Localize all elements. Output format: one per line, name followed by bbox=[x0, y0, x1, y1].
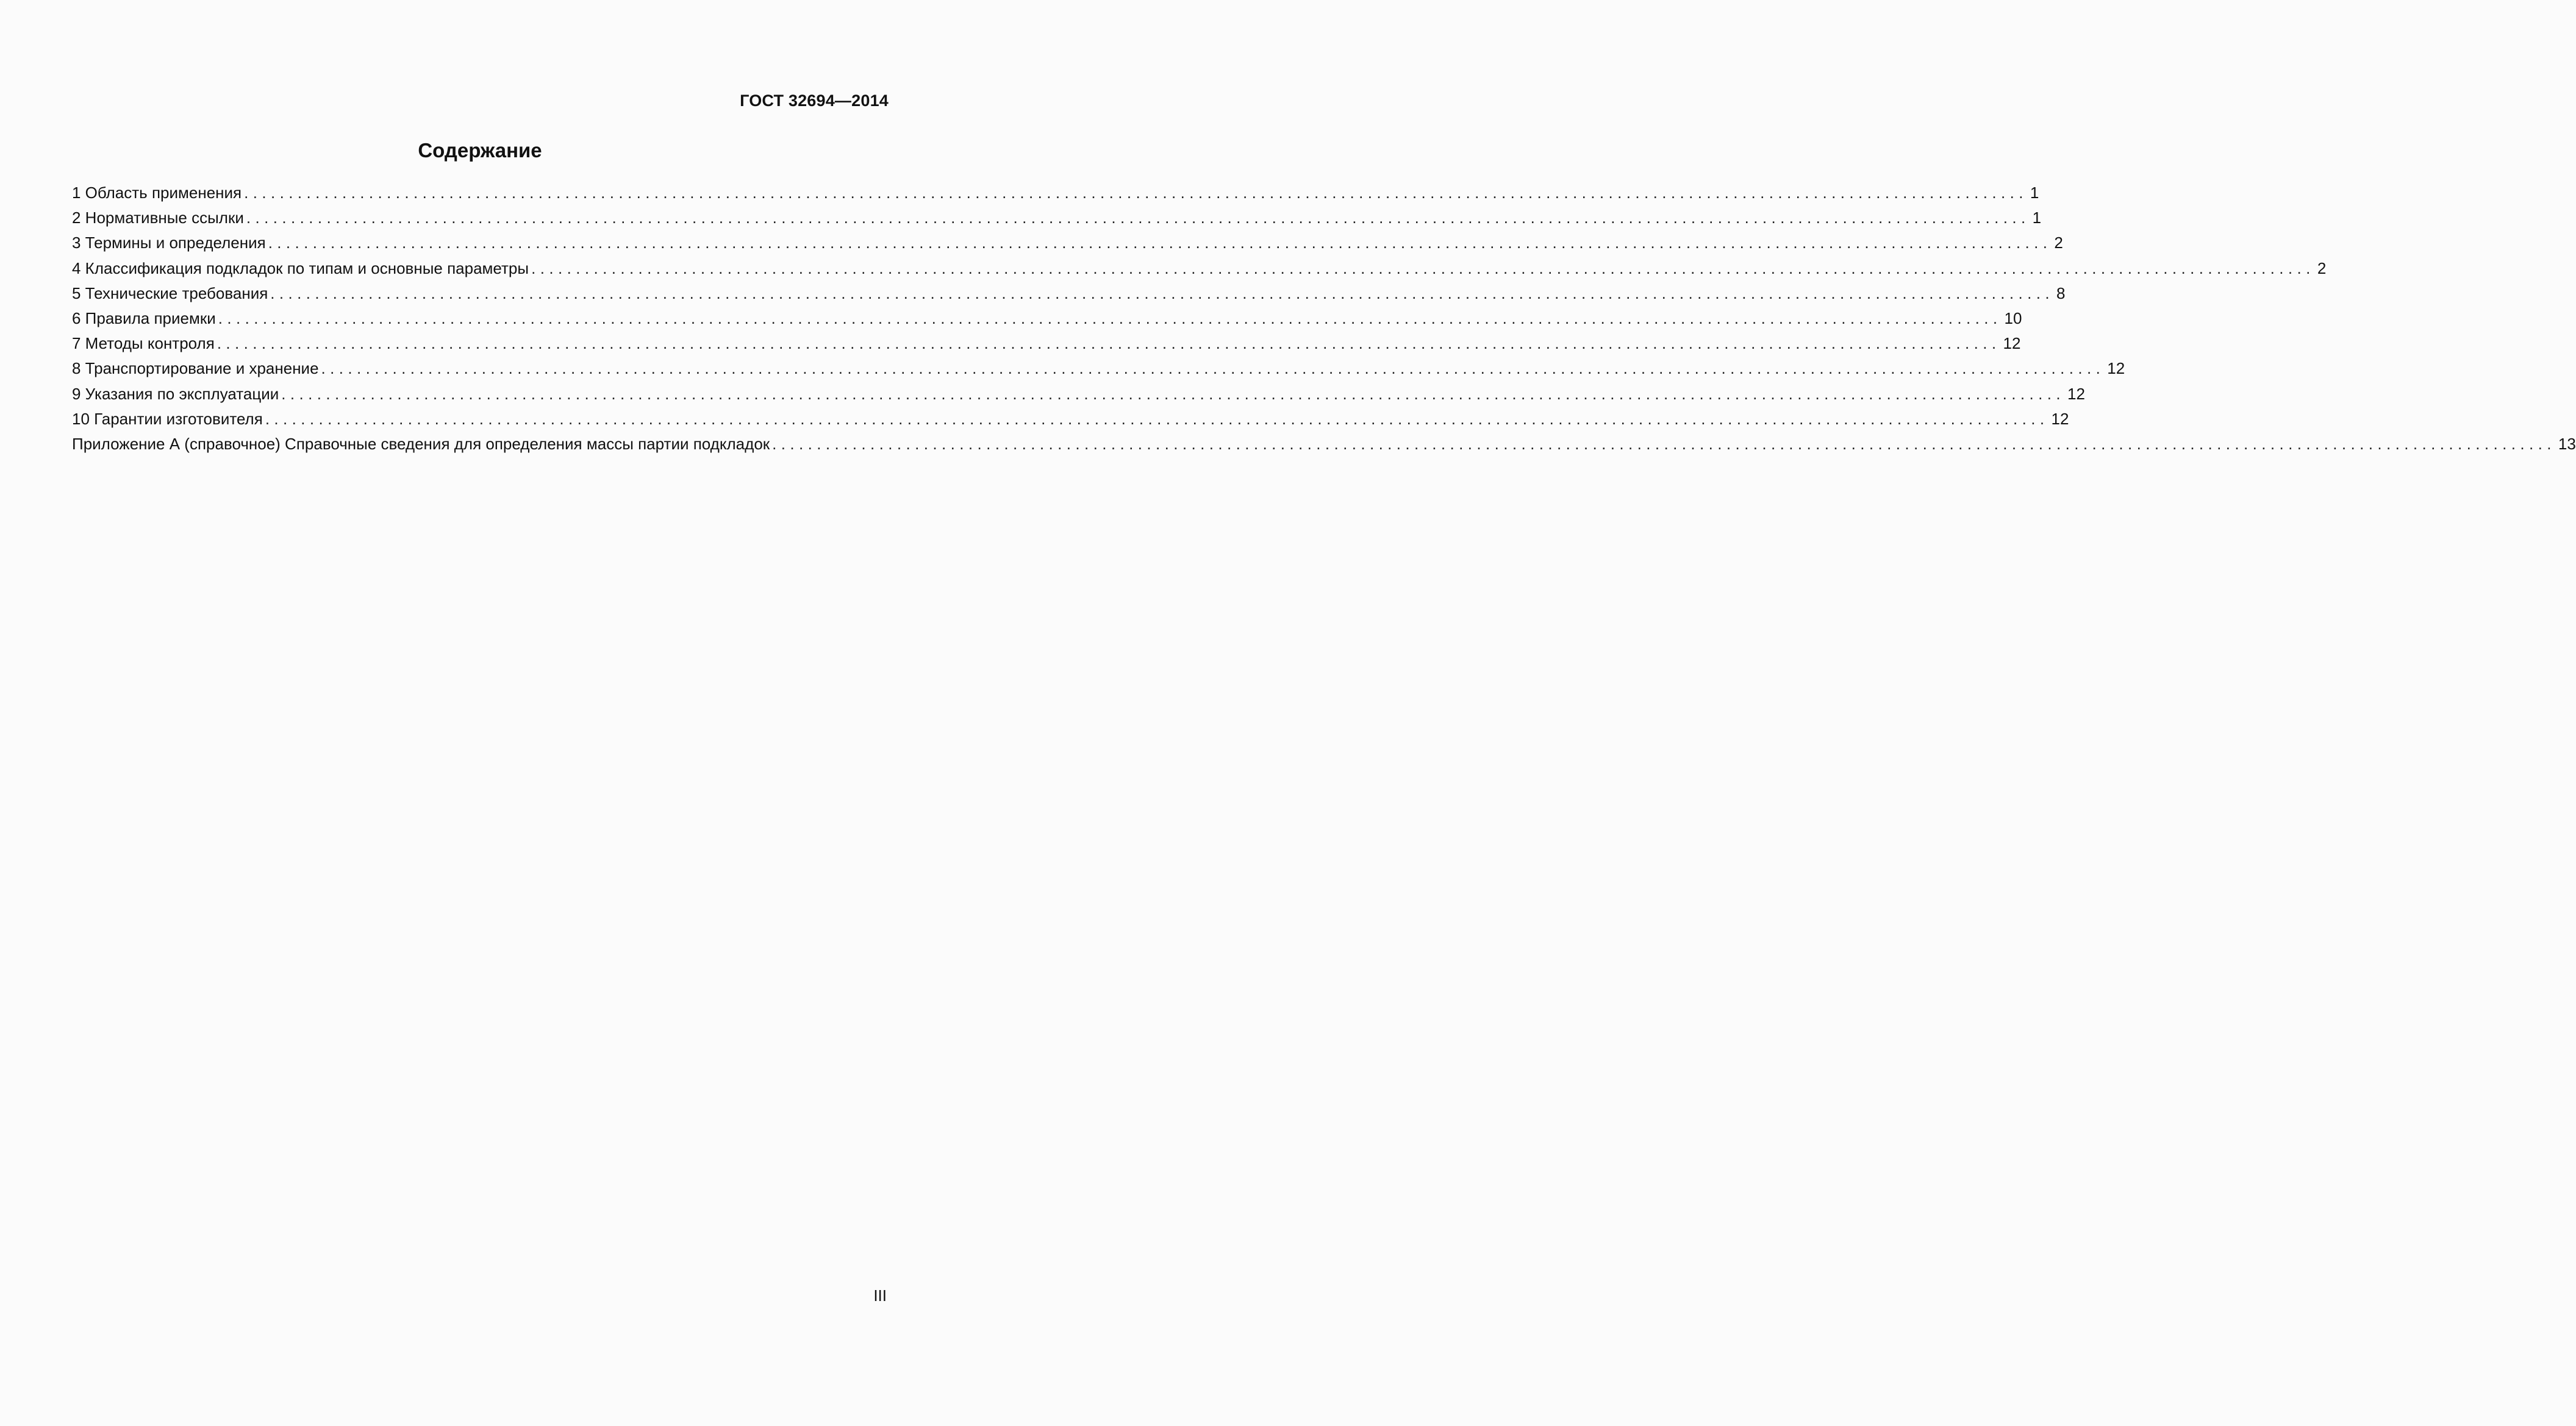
toc-entry-label: 10 Гарантии изготовителя bbox=[72, 409, 265, 429]
document-code: ГОСТ 32694—2014 bbox=[740, 91, 889, 110]
toc-entry-label: 2 Нормативные ссылки bbox=[72, 208, 246, 227]
toc-entry-label: 4 Классификация подкладок по типам и основные параметры bbox=[72, 258, 531, 278]
dot-leader: ........................................................................................................................................................................................................ bbox=[268, 234, 2052, 252]
toc-entry-page: 12 bbox=[2107, 359, 2125, 378]
dot-leader: ........................................................................................................................................................................................................ bbox=[244, 184, 2028, 202]
dot-leader: ........................................................................................................................................................................................................ bbox=[270, 283, 2055, 302]
toc-entry-label: 8 Транспортирование и хранение bbox=[72, 358, 321, 378]
toc-entry-page: 10 bbox=[2004, 308, 2022, 327]
toc-entry-label: 3 Термины и определения bbox=[72, 233, 268, 252]
toc-entry-page: 8 bbox=[2056, 283, 2066, 302]
toc-entry-page: 12 bbox=[2051, 409, 2069, 428]
dot-leader: ........................................................................................................................................................................................................ bbox=[772, 434, 2556, 453]
toc-entry-page: 13 bbox=[2558, 434, 2576, 453]
toc-entry-label: 1 Область применения bbox=[72, 183, 244, 202]
toc-entry-label: 5 Технические требования bbox=[72, 283, 270, 303]
toc-entry-label: Приложение А (справочное) Справочные сведения для определения массы партии подкладок bbox=[72, 434, 772, 454]
toc-entry[interactable] bbox=[72, 409, 2069, 434]
toc-entry[interactable] bbox=[72, 358, 2125, 383]
page-number: III bbox=[873, 1286, 887, 1305]
toc-entry[interactable] bbox=[72, 233, 2063, 258]
toc-entry[interactable] bbox=[72, 434, 2576, 459]
toc-title: Содержание bbox=[418, 139, 542, 162]
toc-entry-page: 12 bbox=[2067, 384, 2085, 403]
toc-entry[interactable] bbox=[72, 333, 2021, 358]
toc-entry-label: 7 Методы контроля bbox=[72, 333, 217, 353]
dot-leader: ........................................................................................................................................................................................................ bbox=[281, 384, 2066, 403]
toc-entry[interactable] bbox=[72, 208, 2042, 233]
toc-entry-label: 9 Указания по эксплуатации bbox=[72, 384, 281, 404]
dot-leader: ........................................................................................................................................................................................................ bbox=[218, 308, 2002, 327]
dot-leader: ........................................................................................................................................................................................................ bbox=[531, 258, 2315, 277]
toc-entry[interactable] bbox=[72, 283, 2066, 308]
toc-entry[interactable] bbox=[72, 183, 2039, 208]
toc-entry[interactable] bbox=[72, 258, 2327, 283]
toc-entry-page: 2 bbox=[2317, 258, 2327, 277]
dot-leader: ........................................................................................................................................................................................................ bbox=[216, 334, 2001, 353]
dot-leader: ........................................................................................................................................................................................................ bbox=[246, 209, 2030, 227]
toc-entry-page: 1 bbox=[2032, 209, 2042, 227]
toc-entry-page: 2 bbox=[2054, 234, 2063, 252]
toc-entry[interactable] bbox=[72, 308, 2022, 333]
toc-entry-label: 6 Правила приемки bbox=[72, 308, 218, 328]
toc-entry[interactable] bbox=[72, 384, 2085, 409]
dot-leader: ........................................................................................................................................................................................................ bbox=[321, 359, 2105, 378]
toc-entry-page: 12 bbox=[2003, 334, 2021, 353]
dot-leader: ........................................................................................................................................................................................................ bbox=[265, 409, 2049, 428]
table-of-contents bbox=[72, 183, 2576, 459]
toc-entry-page: 1 bbox=[2030, 184, 2039, 202]
